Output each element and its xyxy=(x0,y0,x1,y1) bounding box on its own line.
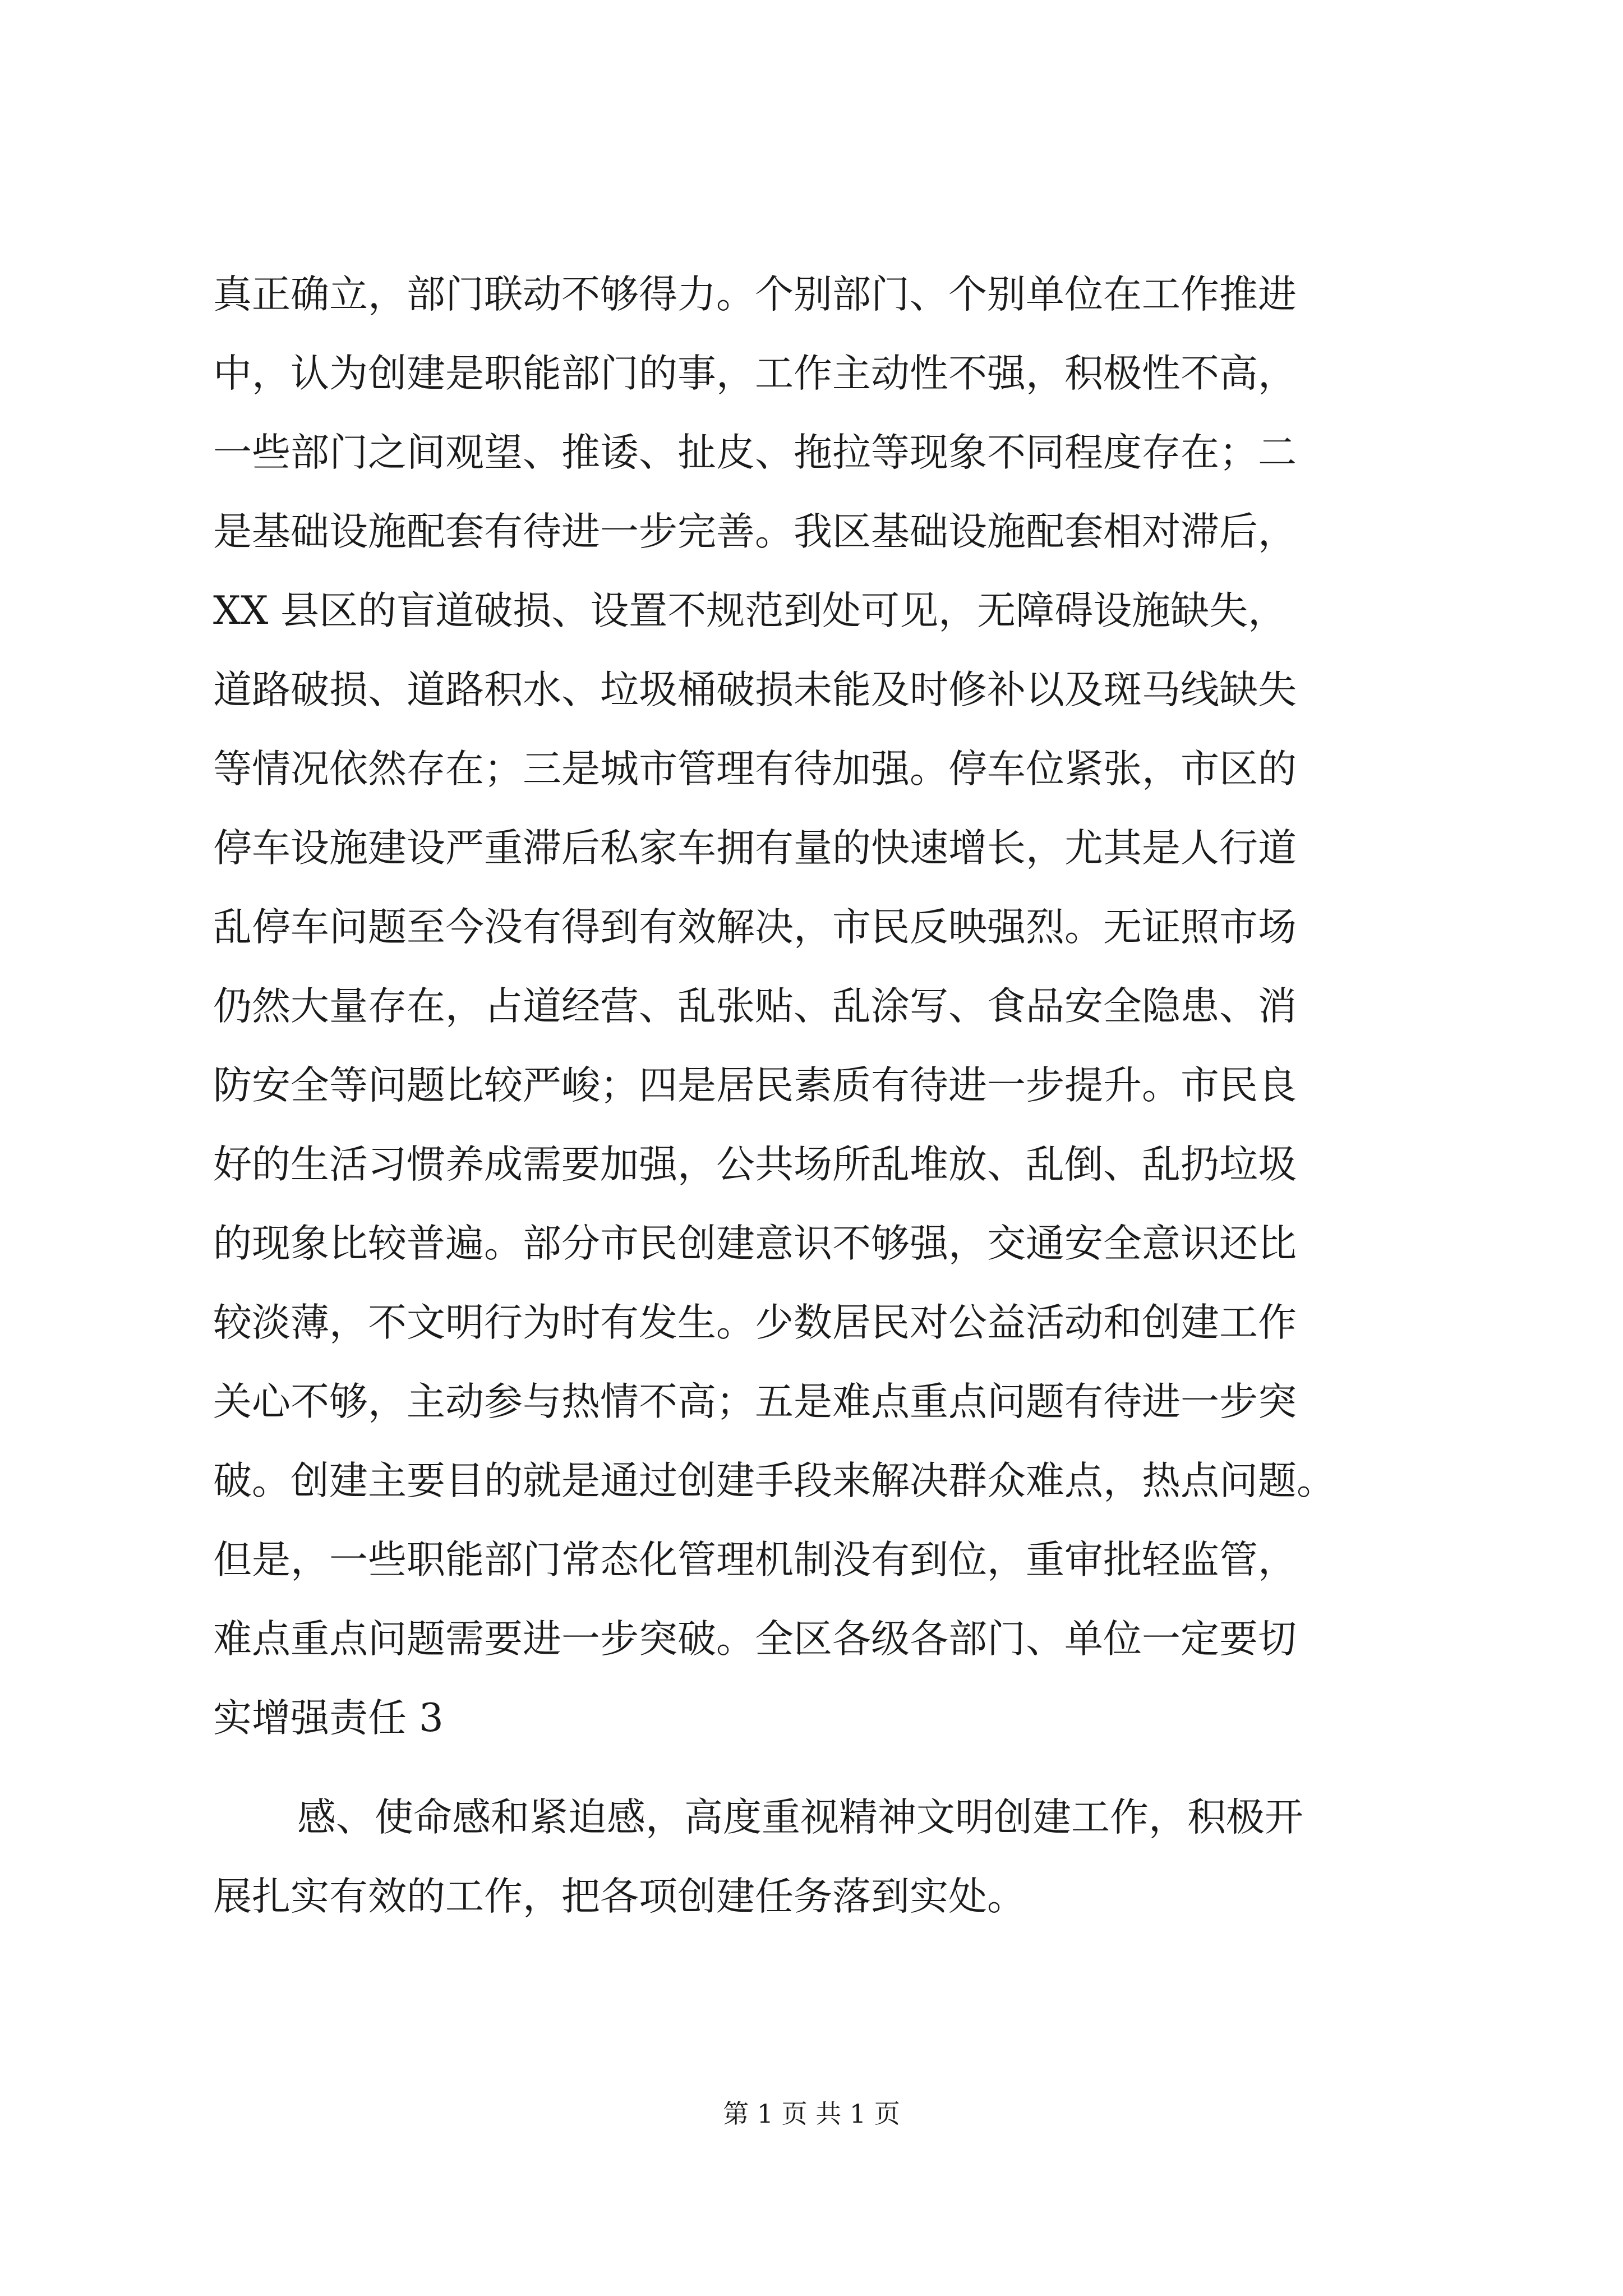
text-line: 较淡薄，不文明行为时有发生。少数居民对公益活动和创建工作 xyxy=(213,1300,1297,1345)
text-line: 防安全等问题比较严峻；四是居民素质有待进一步提升。市民良 xyxy=(213,1063,1297,1108)
page-number-label: 第 1 页 共 1 页 xyxy=(723,2099,900,2129)
text-line: 难点重点问题需要进一步突破。全区各级各部门、单位一定要切 xyxy=(213,1617,1297,1662)
text-line: 关心不够，主动参与热情不高；五是难点重点问题有待进一步突 xyxy=(213,1379,1297,1424)
text-line: 展扎实有效的工作，把各项创建任务落到实处。 xyxy=(213,1874,1026,1919)
text-line: 感、使命感和紧迫感，高度重视精神文明创建工作，积极开 xyxy=(297,1795,1303,1840)
text-line: 好的生活习惯养成需要加强，公共场所乱堆放、乱倒、乱扔垃圾 xyxy=(213,1142,1297,1187)
text-line: 等情况依然存在；三是城市管理有待加强。停车位紧张，市区的 xyxy=(213,747,1297,792)
document-body xyxy=(213,255,1441,1936)
text-line: 是基础设施配套有待进一步完善。我区基础设施配套相对滞后， xyxy=(213,509,1297,554)
text-line: 仍然大量存在，占道经营、乱张贴、乱涂写、食品安全隐患、消 xyxy=(213,984,1297,1029)
text-line: XX 县区的盲道破损、设置不规范到处可见，无障碍设施缺失， xyxy=(213,588,1287,633)
paragraph-1 xyxy=(213,255,1441,1758)
text-line: 真正确立，部门联动不够得力。个别部门、个别单位在工作推进 xyxy=(213,272,1297,317)
paragraph-gap xyxy=(213,1758,1441,1778)
text-line: 的现象比较普遍。部分市民创建意识不够强，交通安全意识还比 xyxy=(213,1221,1297,1266)
text-line: 中，认为创建是职能部门的事，工作主动性不强，积极性不高， xyxy=(213,351,1297,396)
text-line: 乱停车问题至今没有得到有效解决，市民反映强烈。无证照市场 xyxy=(213,905,1297,950)
text-line: 实增强责任 3 xyxy=(213,1696,444,1741)
text-line: 但是，一些职能部门常态化管理机制没有到位，重审批轻监管， xyxy=(213,1538,1297,1582)
text-line: 破。创建主要目的就是通过创建手段来解决群众难点，热点问题。 xyxy=(213,1458,1335,1503)
text-line: 一些部门之间观望、推诿、扯皮、拖拉等现象不同程度存在；二 xyxy=(213,430,1297,475)
text-line: 道路破损、道路积水、垃圾桶破损未能及时修补以及斑马线缺失 xyxy=(213,668,1297,712)
text-line: 停车设施建设严重滞后私家车拥有量的快速增长，尤其是人行道 xyxy=(213,826,1297,871)
paragraph-2 xyxy=(213,1778,1441,1936)
page-footer xyxy=(0,2097,1623,2131)
